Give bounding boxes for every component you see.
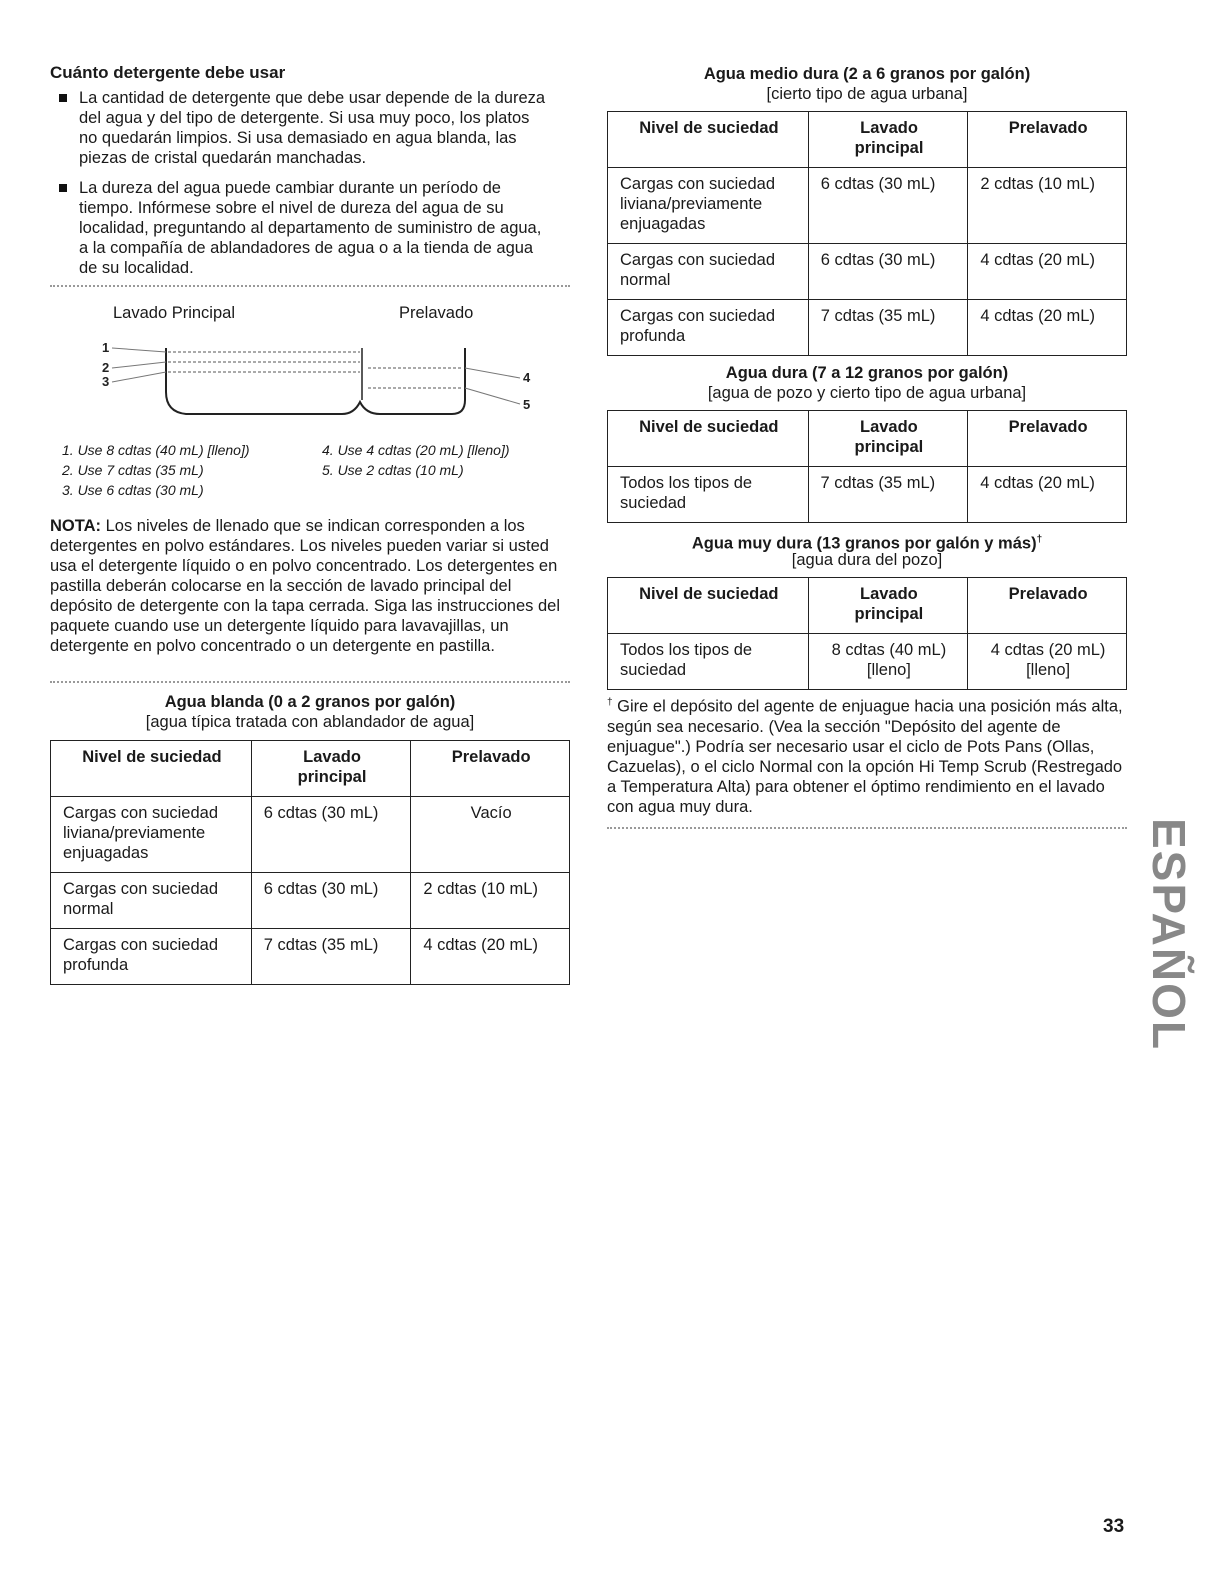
table-title-muy-dura: Agua muy dura (13 granos por galón y más)†	[691, 534, 1043, 553]
table-row: Cargas con suciedad normal 6 cdtas (30 mL) 4 cdtas (20 mL)	[608, 244, 1127, 300]
table-title-medio: Agua medio dura (2 a 6 granos por galón)	[703, 65, 1031, 83]
header-nivel: Nivel de suciedad	[608, 411, 809, 467]
table-subtitle-dura: [agua de pozo y cierto tipo de agua urbana]	[707, 384, 1027, 402]
header-lavado: Lavado principal	[251, 741, 411, 797]
table-row: Todos los tipos de suciedad 8 cdtas (40 mL) [lleno] 4 cdtas (20 mL) [lleno]	[608, 634, 1127, 690]
header-prelavado: Prelavado	[968, 411, 1127, 467]
note-label: NOTA:	[50, 517, 102, 535]
table-row: Cargas con suciedad liviana/previamente enjuagadas 6 cdtas (30 mL) Vacío	[51, 797, 570, 873]
dagger-mark: †	[1036, 534, 1043, 545]
table-row: Cargas con suciedad normal 6 cdtas (30 mL) 2 cdtas (10 mL)	[51, 873, 570, 929]
table-agua-blanda	[50, 740, 570, 985]
header-prelavado: Prelavado	[968, 112, 1127, 168]
header-nivel: Nivel de suciedad	[608, 112, 809, 168]
note-paragraph: NOTA: Los niveles de llenado que se indican corresponden a los detergentes en polvo estándares. Los niveles pueden variar si usted usa el detergente líquido o en polvo concentrado. Los detergentes en pastilla deberán colocarse en la sección de lavado principal del depósito de detergente con la tapa cerrada. Siga las instrucciones del paquete cuando use un detergente líquido para lavavajillas, un detergente en polvo concentrado o un detergente en pastilla.	[50, 517, 560, 655]
table-title-blanda: Agua blanda (0 a 2 granos por galón)	[164, 693, 456, 711]
header-nivel: Nivel de suciedad	[608, 578, 809, 634]
dispenser-diagram	[90, 330, 550, 440]
label-prewash: Prelavado	[399, 304, 474, 322]
table-subtitle-muy-dura: [agua dura del pozo]	[791, 551, 943, 569]
table-title-dura: Agua dura (7 a 12 granos por galón)	[725, 364, 1009, 382]
callout-4: 4	[523, 370, 531, 385]
callout-5: 5	[523, 397, 531, 412]
header-lavado: Lavado principal	[808, 578, 968, 634]
table-agua-dura	[607, 410, 1127, 523]
table-row: Todos los tipos de suciedad 7 cdtas (35 mL) 4 cdtas (20 mL)	[608, 467, 1127, 523]
callout-1: 1	[102, 340, 110, 355]
caption-5: 5. Use 2 cdtas (10 mL)	[322, 462, 464, 478]
header-prelavado: Prelavado	[968, 578, 1127, 634]
header-prelavado: Prelavado	[411, 741, 570, 797]
caption-4: 4. Use 4 cdtas (20 mL) [lleno])	[322, 442, 510, 458]
table-subtitle-medio: [cierto tipo de agua urbana]	[766, 85, 968, 103]
page-number: 33	[1103, 1516, 1125, 1537]
divider	[50, 681, 570, 683]
header-lavado: Lavado principal	[808, 112, 968, 168]
footnote: † Gire el depósito del agente de enjuague hacia una posición más alta, según sea necesario. (Vea la sección "Depósito del agente de enjuague".) Podría ser necesario usar el ciclo de Pots Pans (Ollas, Cazuelas), o el ciclo Normal con la opción Hi Temp Scrub (Restregado a Temperatura Alta) para obtener el óptimo rendimiento en el lavado con agua muy dura.	[607, 697, 1123, 816]
list-item: La cantidad de detergente que debe usar depende de la dureza del agua y del tipo de detergente. Si usa muy poco, los platos no quedarán limpios. Si usa demasiado en agua blanda, las piezas de cristal quedarán manchadas.	[50, 88, 550, 168]
callout-2: 2	[102, 360, 110, 375]
header-lavado: Lavado principal	[808, 411, 968, 467]
caption-2: 2. Use 7 cdtas (35 mL)	[62, 462, 204, 478]
table-agua-medio-dura	[607, 111, 1127, 356]
table-row: Cargas con suciedad liviana/previamente enjuagadas 6 cdtas (30 mL) 2 cdtas (10 mL)	[608, 168, 1127, 244]
divider	[50, 285, 570, 287]
bullet-square-icon	[59, 94, 67, 102]
section-title: Cuánto detergente debe usar	[50, 63, 286, 82]
table-row: Cargas con suciedad profunda 7 cdtas (35 mL) 4 cdtas (20 mL)	[51, 929, 570, 985]
header-nivel: Nivel de suciedad	[51, 741, 252, 797]
table-subtitle-blanda: [agua típica tratada con ablandador de agua]	[145, 713, 475, 731]
table-row: Cargas con suciedad profunda 7 cdtas (35 mL) 4 cdtas (20 mL)	[608, 300, 1127, 356]
table-agua-muy-dura	[607, 577, 1127, 690]
caption-3: 3. Use 6 cdtas (30 mL)	[62, 482, 204, 498]
dagger-mark: †	[607, 697, 613, 708]
label-main-wash: Lavado Principal	[113, 304, 235, 322]
caption-1: 1. Use 8 cdtas (40 mL) [lleno])	[62, 442, 250, 458]
divider	[607, 827, 1127, 829]
language-side-tab: ESPAÑOL	[1143, 818, 1195, 1051]
bullet-square-icon	[59, 184, 67, 192]
callout-3: 3	[102, 374, 110, 389]
list-item: La dureza del agua puede cambiar durante un período de tiempo. Infórmese sobre el nivel de dureza del agua de su localidad, preguntando al departamento de suministro de agua, a la compañía de ablandadores de agua o a la tienda de agua de su localidad.	[50, 178, 550, 278]
bullet-list	[50, 88, 550, 288]
